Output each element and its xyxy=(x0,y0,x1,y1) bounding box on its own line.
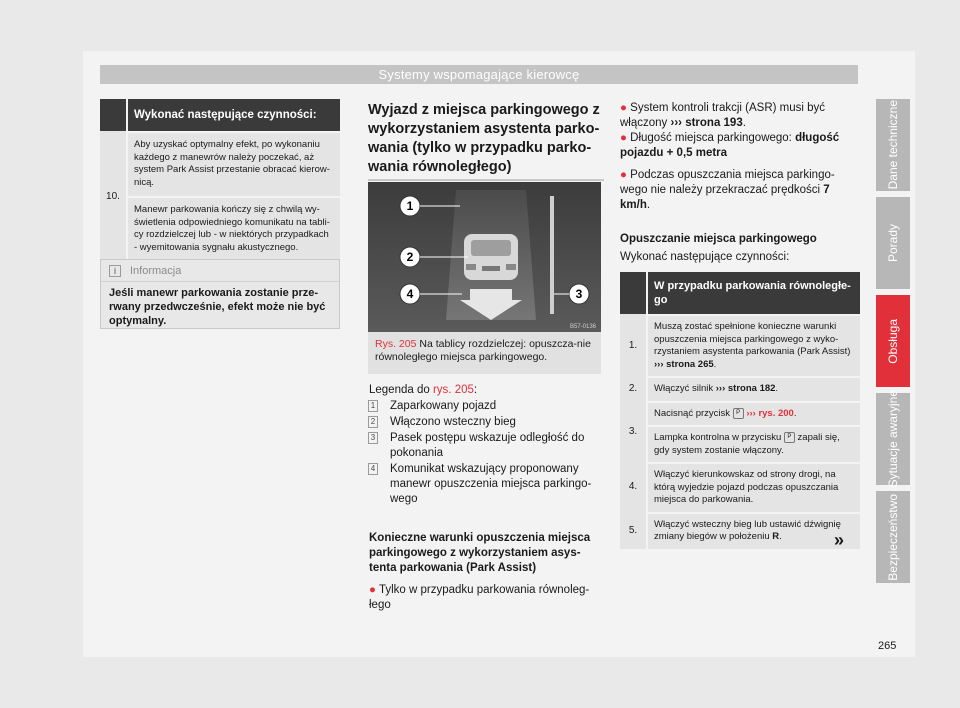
page-link[interactable]: ››› strona 265 xyxy=(654,358,714,370)
table-row xyxy=(100,131,340,261)
step-cell: Włączyć kierunkowskaz od strony drogi, na którą wyjedzie pojazd podczas opuszczania miejsca do parkowania. xyxy=(648,462,860,512)
subsection-heading: Opuszczanie miejsca parkingowego xyxy=(620,233,817,245)
step-cell: Lampka kontrolna w przycisku P zapali się, gdy system zostanie włączony. xyxy=(648,425,860,462)
legend-number-badge: 2 xyxy=(368,416,378,428)
page-link[interactable]: ››› strona 182 xyxy=(715,383,776,394)
step-number: 3. xyxy=(620,401,648,463)
table-header-label: Wykonać następujące czynności: xyxy=(134,109,317,121)
table-row xyxy=(620,401,860,463)
continue-icon: » xyxy=(834,530,845,550)
bullet-icon: ● xyxy=(620,169,627,181)
progress-bar xyxy=(550,196,554,314)
tab-bezpieczenstwo[interactable]: Bezpieczeństwo xyxy=(876,491,910,583)
step-number: 1. xyxy=(620,314,648,376)
section-title: Wyjazd z miejsca parkingowego z wykorzystaniem asystenta parko-wania (tylko w przypadku parko-wania równoległego) xyxy=(368,102,600,175)
table-row xyxy=(620,314,860,376)
tab-obsluga[interactable]: Obsługa xyxy=(876,295,910,387)
legend-list xyxy=(368,399,604,508)
figure-caption xyxy=(368,332,601,374)
tab-sytuacje-awaryjne[interactable]: Sytuacje awaryjne xyxy=(876,393,910,485)
table-row xyxy=(620,512,860,549)
parking-illustration xyxy=(368,182,601,332)
info-box xyxy=(100,259,340,329)
step-number: 5. xyxy=(620,512,648,549)
figure-caption-text: Na tablicy rozdzielczej: opuszcza-nie równoległego miejsca parkingowego. xyxy=(375,338,591,363)
section-divider xyxy=(368,179,604,181)
info-label: Informacja xyxy=(130,264,182,277)
list-item: 4 Komunikat wskazujący proponowany manewr opuszczenia miejsca parkingo-wego xyxy=(368,462,604,507)
page-number: 265 xyxy=(878,640,897,652)
step-cell: Włączyć silnik ››› strona 182. xyxy=(648,376,860,401)
running-header: Systemy wspomagające kierowcę xyxy=(100,65,858,84)
info-text: Jeśli manewr parkowania zostanie prze-rwany przedwcześnie, efekt może nie być optymalny. xyxy=(109,287,326,327)
step-cell: Aby uzyskać optymalny efekt, po wykonaniu każdego z manewrów należy poczekać, aż system Park Assist przestanie obracać kierow-nicą. xyxy=(128,131,340,196)
requirements-heading: Konieczne warunki opuszczenia miejsca parkingowego z wykorzystaniem asys-tenta parkowania (Park Assist) xyxy=(369,532,591,574)
table-row xyxy=(620,462,860,512)
car-icon xyxy=(464,234,518,280)
figure-dashboard-parking xyxy=(368,182,601,332)
svg-text:1: 1 xyxy=(406,199,414,213)
tab-porady[interactable]: Porady xyxy=(876,197,910,289)
subsection-intro: Wykonać następujące czynności: xyxy=(620,251,790,263)
requirement-bullet: ● Długość miejsca parkingowego: długość pojazdu + 0,5 metra xyxy=(620,132,840,159)
info-icon: i xyxy=(109,265,121,277)
step-cell: Manewr parkowania kończy się z chwilą wy-świetlenia odpowiedniego komunikatu na tabli-cy rozdzielczej lub - w niektórych przypadkach - wyemitowania sygnału akustycznego. xyxy=(128,196,340,261)
legend-title: Legenda do rys. 205: xyxy=(369,384,478,396)
step-cell: Włączyć wsteczny bieg lub ustawić dźwignię zmiany biegów w położeniu R. xyxy=(648,512,860,549)
step-number: 10. xyxy=(100,131,128,261)
page-link[interactable]: ››› strona 193 xyxy=(670,117,743,129)
legend-figure-link[interactable]: rys. 205 xyxy=(432,384,474,396)
steps-table-continued xyxy=(100,99,340,261)
requirement-bullet: ● Tylko w przypadku parkowania równoleg-łego xyxy=(369,584,590,611)
requirement-bullet: ● System kontroli trakcji (ASR) musi być włączony ››› strona 193. xyxy=(620,102,826,129)
table-header xyxy=(100,99,340,131)
table-header xyxy=(620,272,860,314)
step-cell: Nacisnąć przycisk P ››› rys. 200. xyxy=(648,401,860,426)
legend-number-badge: 4 xyxy=(368,463,378,475)
svg-text:4: 4 xyxy=(406,287,414,301)
table-row xyxy=(620,376,860,401)
park-assist-button-icon: P xyxy=(733,408,744,419)
steps-table xyxy=(620,272,860,549)
figure-ref: Rys. 205 xyxy=(375,338,417,350)
step-cell: Muszą zostać spełnione konieczne warunki opuszczenia miejsca parkingowego z wyko-rzystaniem asystenta parkowania (Park Assist) ››› strona 265. xyxy=(648,314,860,376)
bullet-icon: ● xyxy=(369,584,376,596)
step-number: 4. xyxy=(620,462,648,512)
tab-dane-techniczne[interactable]: Dane techniczne xyxy=(876,99,910,191)
bullet-icon: ● xyxy=(620,132,627,144)
list-item: 3 Pasek postępu wskazuje odległość do pokonania xyxy=(368,431,604,461)
table-header-label: W przypadku parkowania równoległe-go xyxy=(654,280,851,306)
park-assist-button-icon: P xyxy=(784,432,795,443)
figure-link[interactable]: ››› rys. 200 xyxy=(746,407,794,419)
legend-number-badge: 1 xyxy=(368,400,378,412)
requirement-bullet: ● Podczas opuszczania miejsca parkingo-wego nie należy przekraczać prędkości 7 km/h. xyxy=(620,169,835,211)
bullet-icon: ● xyxy=(620,102,627,114)
svg-text:3: 3 xyxy=(575,287,583,301)
svg-text:2: 2 xyxy=(406,250,414,264)
step-number: 2. xyxy=(620,376,648,401)
legend-number-badge: 3 xyxy=(368,432,378,444)
figure-code: B57-0136 xyxy=(569,324,596,330)
list-item: 2 Włączono wsteczny bieg xyxy=(368,415,604,430)
list-item: 1 Zaparkowany pojazd xyxy=(368,399,604,414)
